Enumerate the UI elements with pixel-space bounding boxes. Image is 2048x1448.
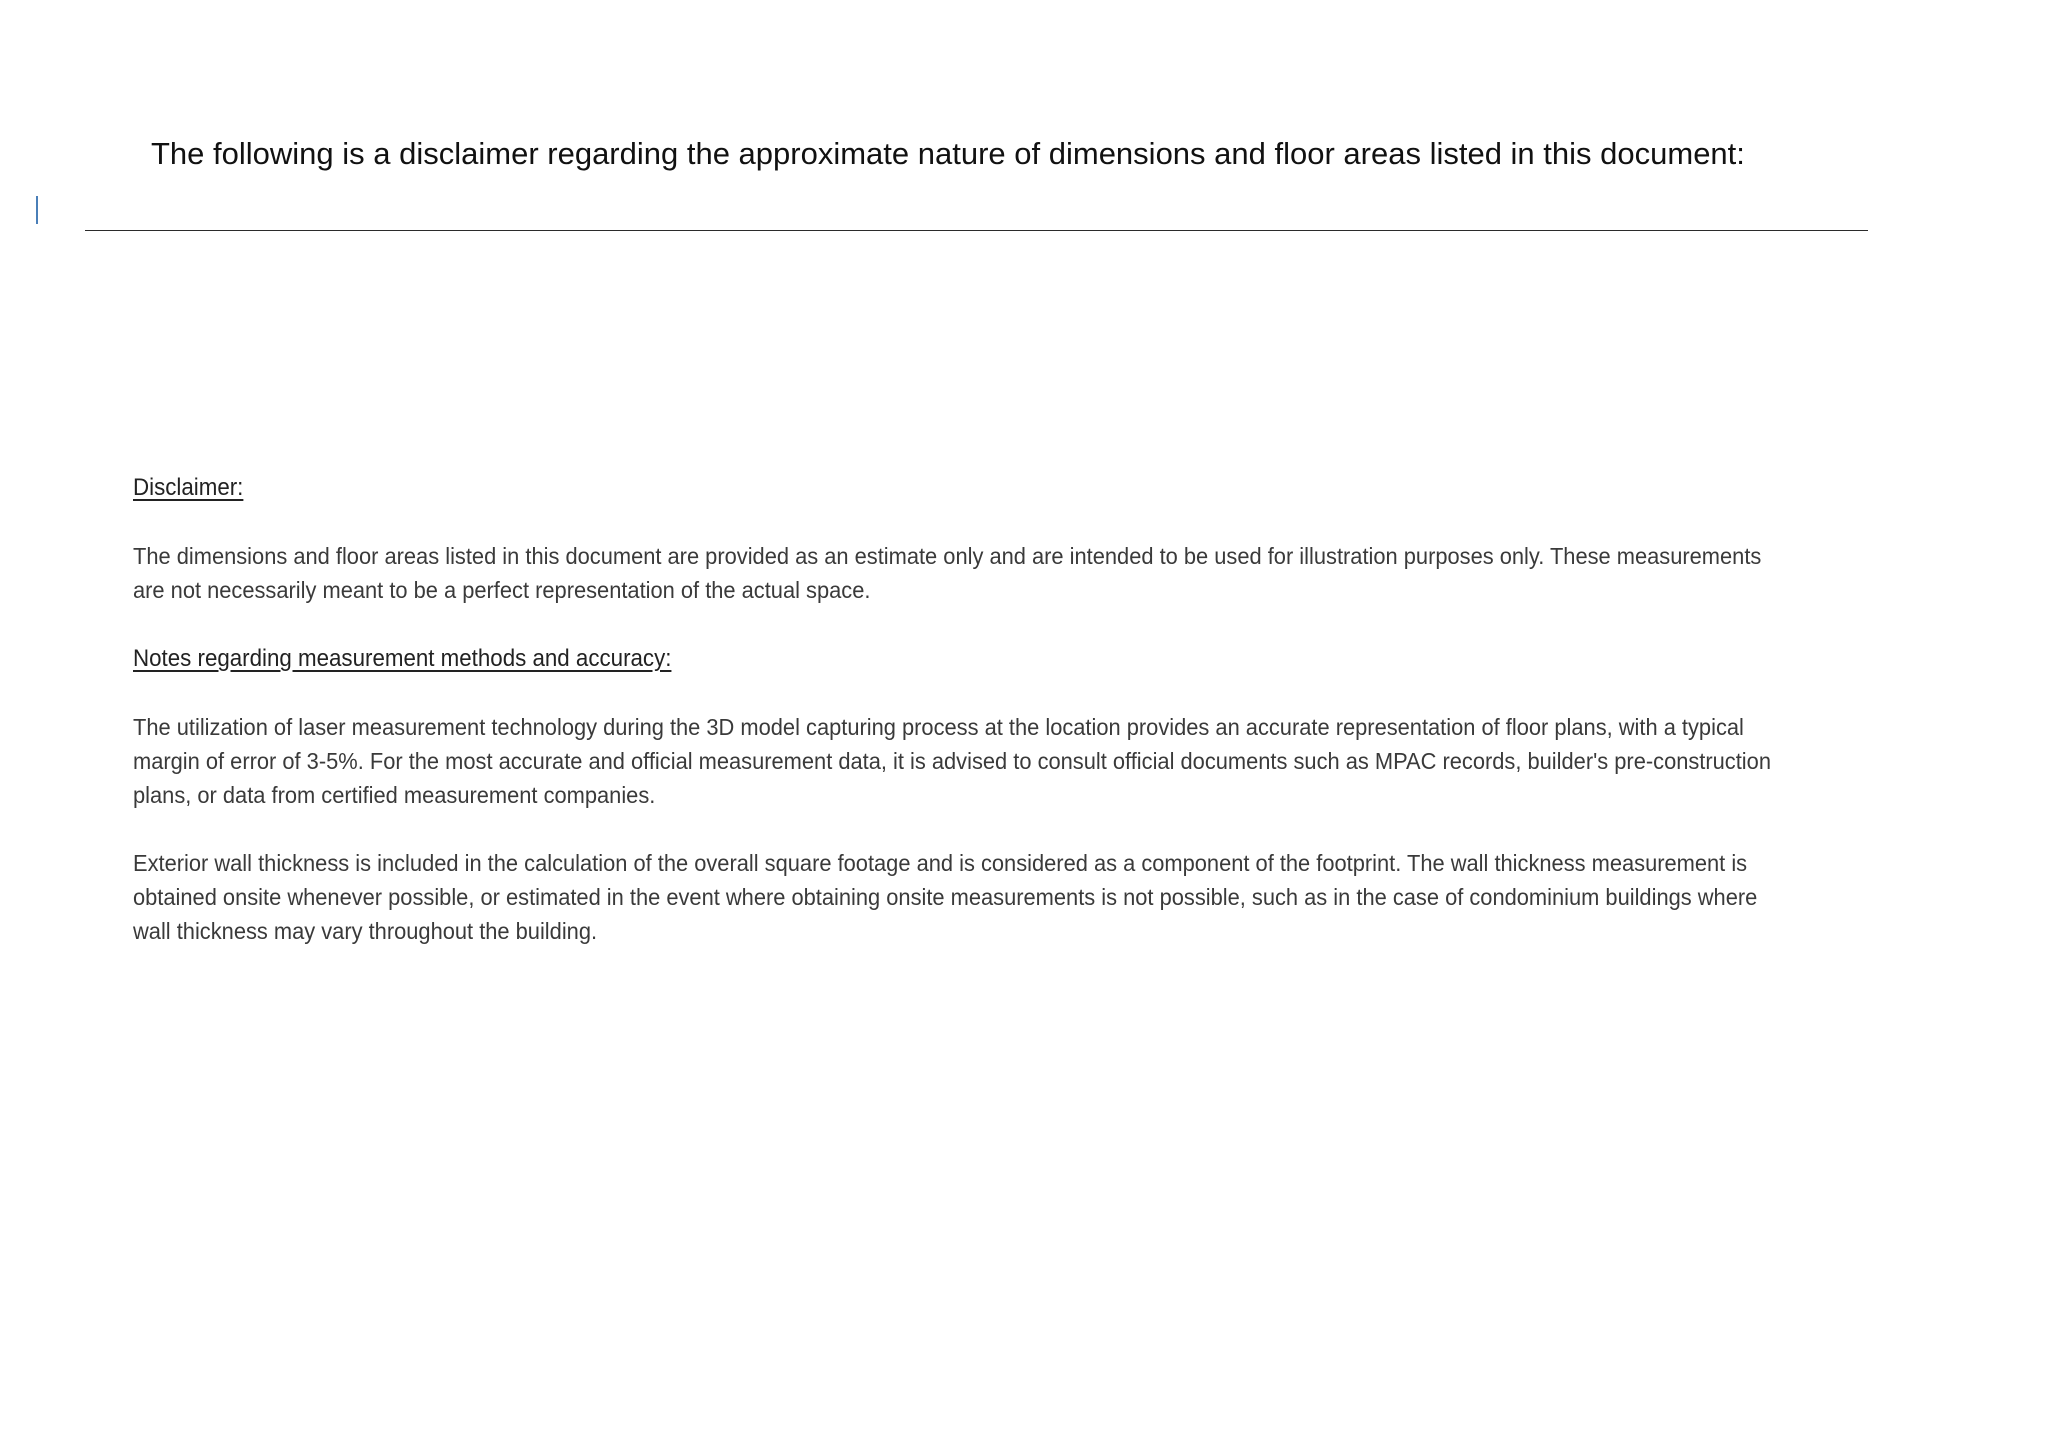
notes-paragraph-wall-thickness: Exterior wall thickness is included in the calculation of the overall square footage and is considered as a component of the footprint. The wall thickness measurement is obtained onsite whenever possible, or estimated in the event where obtaining onsite measurements is not possible, such as in the case of condominium buildings where wall thickness may vary throughout the building. [133,850,1758,944]
disclaimer-paragraph: The dimensions and floor areas listed in this document are provided as an estimate only and are intended to be used for illustration purposes only. These measurements are not necessarily meant to be a perfect representation of the actual space. [133,543,1762,603]
notes-heading: Notes regarding measurement methods and accuracy: [133,645,672,672]
disclaimer-content [133,470,1807,948]
text-cursor-marker [36,196,38,224]
horizontal-rule [85,230,1868,231]
notes-paragraph-laser: The utilization of laser measurement technology during the 3D model capturing process at the location provides an accurate representation of floor plans, with a typical margin of error of 3-5%. For the most accurate and official measurement data, it is advised to consult official documents such as MPAC records, builder's pre-construction plans, or data from certified measurement companies. [133,714,1771,808]
disclaimer-heading: Disclaimer: [133,474,244,501]
intro-statement: The following is a disclaimer regarding the approximate nature of dimensions and floor areas listed in this document: [151,136,1745,171]
